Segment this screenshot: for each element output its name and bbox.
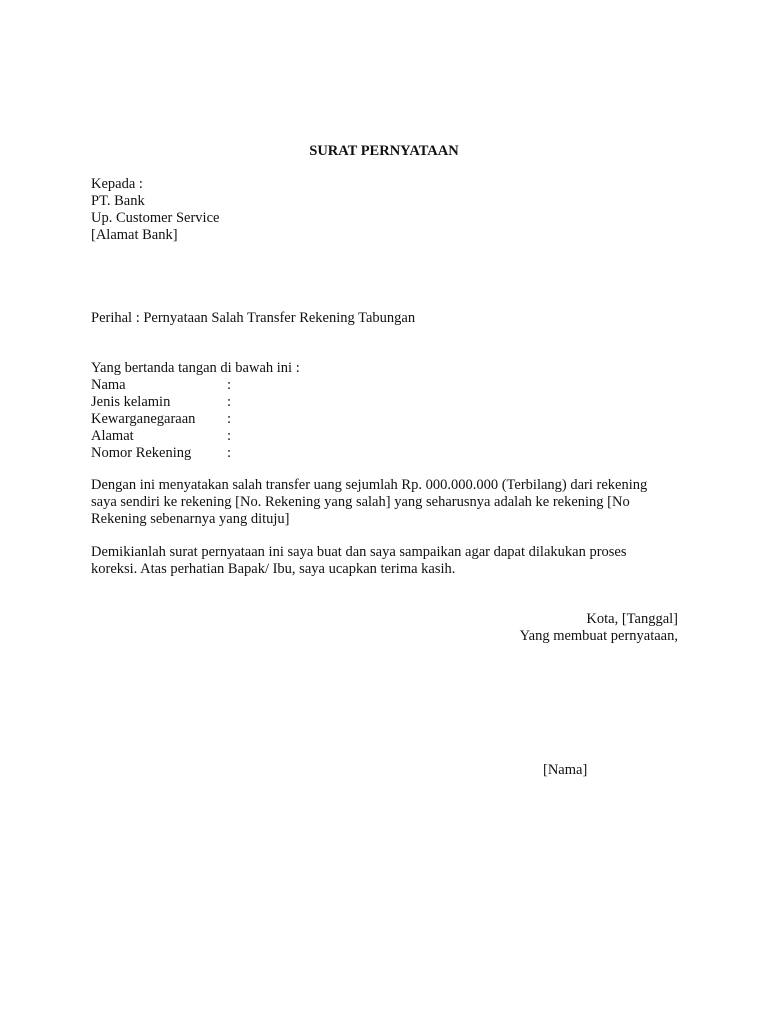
field-colon: : [227,411,232,427]
paragraph-line: Demikianlah surat pernyataan ini saya buat dan saya sampaikan agar dapat dilakukan proses [91,544,627,560]
signature-name: [Nama] [543,762,588,778]
recipient-address [91,176,219,244]
paragraph-line: saya sendiri ke rekening [No. Rekening yang salah] yang seharusnya adalah ke rekening [No [91,494,630,510]
address-line: PT. Bank [91,193,145,209]
paragraph-line: Rekening sebenarnya yang dituju] [91,511,290,527]
field-colon: : [227,445,232,461]
field-label: Kewarganegaraan [91,411,196,427]
paragraph-line: Dengan ini menyatakan salah transfer uang sejumlah Rp. 000.000.000 (Terbilang) dari rekening [91,477,648,493]
subject-line: Perihal : Pernyataan Salah Transfer Rekening Tabungan [91,310,416,326]
field-label: Jenis kelamin [91,394,171,410]
document-title: SURAT PERNYATAAN [309,143,459,159]
identity-fields [91,377,237,462]
intro-line: Yang bertanda tangan di bawah ini : [91,360,300,376]
field-row-alamat [91,428,237,445]
field-colon: : [227,428,232,444]
field-colon: : [227,394,232,410]
field-label: Alamat [91,428,134,444]
field-row-nomor-rekening [91,445,237,462]
maker-label: Yang membuat pernyataan, [519,628,678,644]
statement-paragraph [91,477,671,528]
field-colon: : [227,377,232,393]
field-label: Nomor Rekening [91,445,192,461]
field-row-jenis-kelamin [91,394,237,411]
address-line: Up. Customer Service [91,210,220,226]
closing-paragraph [91,544,671,578]
address-line: [Alamat Bank] [91,227,178,243]
field-label: Nama [91,377,126,393]
place-date: Kota, [Tanggal] [586,611,678,627]
field-row-nama [91,377,237,394]
address-line: Kepada : [91,176,143,192]
paragraph-line: koreksi. Atas perhatian Bapak/ Ibu, saya ucapkan terima kasih. [91,561,456,577]
field-row-kewarganegaraan [91,411,237,428]
